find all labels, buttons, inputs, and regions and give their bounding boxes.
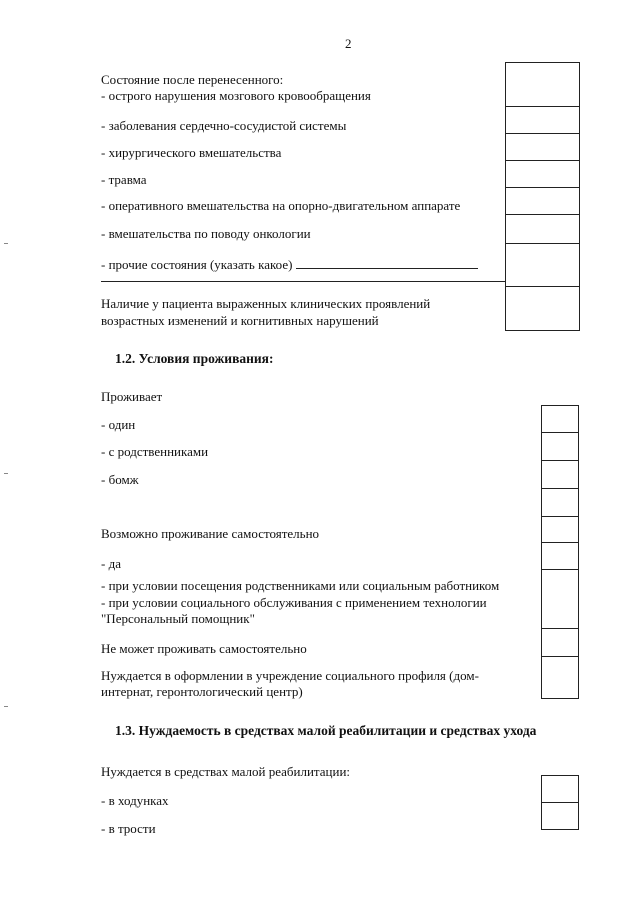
living-intro: Проживает xyxy=(101,389,163,404)
health-item-other xyxy=(101,257,478,272)
checkbox-alone[interactable] xyxy=(541,432,579,461)
cognitive-line1: Наличие у пациента выраженных клинических проявлений xyxy=(101,296,431,311)
margin-mark xyxy=(4,243,8,244)
checkbox-cannot[interactable] xyxy=(541,628,579,657)
checkbox-orthopedic[interactable] xyxy=(505,187,580,215)
section-title-aids: 1.3. Нуждаемость в средствах малой реабилитации и средствах ухода xyxy=(115,723,537,738)
checkbox-surgery[interactable] xyxy=(505,133,580,161)
checkbox-living-header[interactable] xyxy=(541,405,579,433)
health-item-orthopedic: - оперативного вмешательства на опорно-двигательном аппарате xyxy=(101,198,461,213)
independent-cond2-line1: - при условии социального обслуживания с применением технологии xyxy=(101,595,487,610)
health-item-other-label: - прочие состояния (указать какое) xyxy=(101,257,293,272)
page-number: 2 xyxy=(345,36,352,51)
checkbox-other[interactable] xyxy=(505,243,580,287)
needs-institution-line1: Нуждается в оформлении в учреждение социального профиля (дом- xyxy=(101,668,479,683)
independent-yes: - да xyxy=(101,556,121,571)
checkbox-trauma[interactable] xyxy=(505,160,580,188)
health-item-trauma: - травма xyxy=(101,172,147,187)
cognitive-line2: возрастных изменений и когнитивных нарушений xyxy=(101,313,379,328)
health-item-stroke: - острого нарушения мозгового кровообращения xyxy=(101,88,371,103)
checkbox-walker[interactable] xyxy=(541,802,579,830)
independent-title: Возможно проживание самостоятельно xyxy=(101,526,320,541)
checkbox-relatives[interactable] xyxy=(541,460,579,489)
checkbox-cardio[interactable] xyxy=(505,106,580,134)
checkbox-oncology[interactable] xyxy=(505,214,580,244)
health-item-cardio: - заболевания сердечно-сосудистой системы xyxy=(101,118,347,133)
health-item-oncology: - вмешательства по поводу онкологии xyxy=(101,226,311,241)
aids-item-walker: - в ходунках xyxy=(101,793,169,808)
health-intro: Состояние после перенесенного: xyxy=(101,72,284,87)
living-item-relatives: - с родственниками xyxy=(101,444,209,459)
checkbox-yes[interactable] xyxy=(541,542,579,570)
aids-item-cane: - в трости xyxy=(101,821,156,836)
health-item-surgery: - хирургического вмешательства xyxy=(101,145,282,160)
living-item-homeless: - бомж xyxy=(101,472,139,487)
checkbox-cognitive[interactable] xyxy=(505,286,580,331)
cannot-live-alone: Не может проживать самостоятельно xyxy=(101,641,307,656)
checkbox-institution[interactable] xyxy=(541,656,579,699)
needs-institution-line2: интернат, геронтологический центр) xyxy=(101,684,303,699)
checkbox-independent[interactable] xyxy=(541,516,579,543)
checkbox-aids-header[interactable] xyxy=(541,775,579,803)
aids-intro: Нуждается в средствах малой реабилитации: xyxy=(101,764,351,779)
margin-mark xyxy=(4,473,8,474)
checkbox-homeless[interactable] xyxy=(541,488,579,517)
divider-line xyxy=(101,281,505,282)
checkbox-stroke[interactable] xyxy=(505,62,580,107)
section-title-living: 1.2. Условия проживания: xyxy=(115,351,274,366)
margin-mark xyxy=(4,706,8,707)
independent-cond2-line2: "Персональный помощник" xyxy=(101,611,255,626)
checkbox-conditions[interactable] xyxy=(541,569,579,629)
other-condition-blank[interactable] xyxy=(296,257,478,269)
independent-cond1: - при условии посещения родственниками или социальным работником xyxy=(101,578,500,593)
living-item-alone: - один xyxy=(101,417,136,432)
